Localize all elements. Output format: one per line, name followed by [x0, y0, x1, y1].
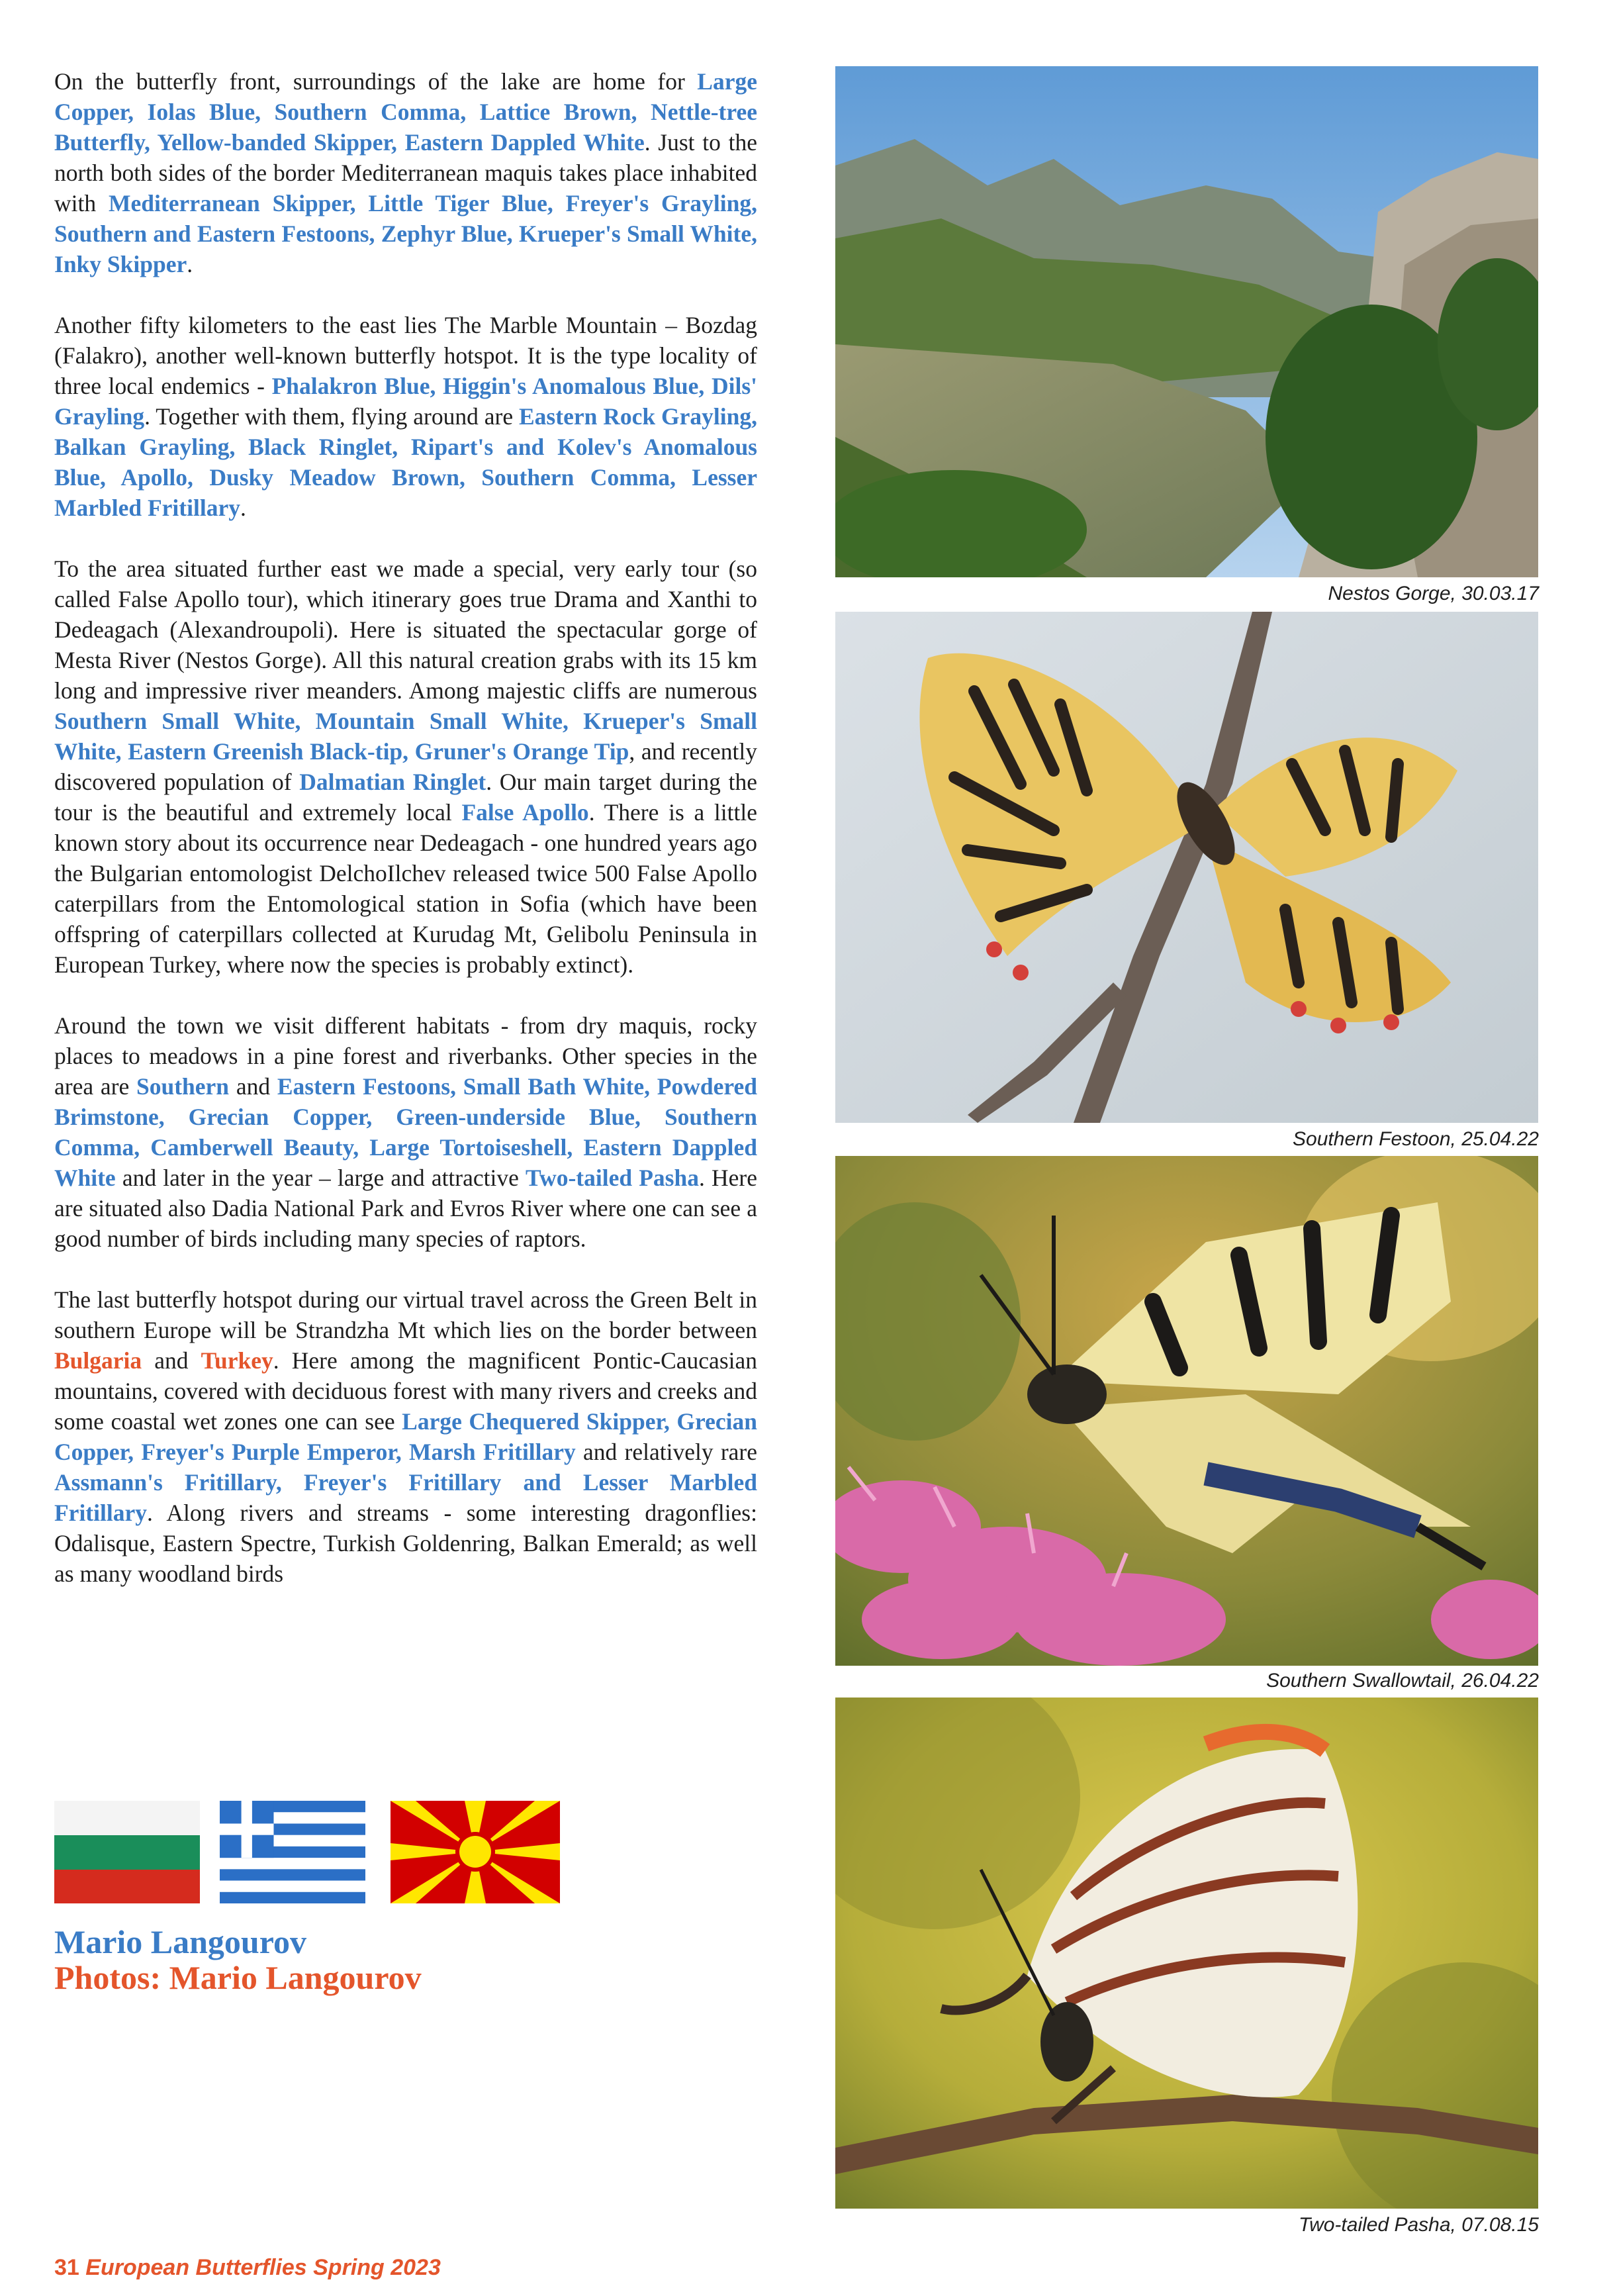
species-names: Southern	[136, 1073, 230, 1100]
body-text: and	[142, 1347, 201, 1374]
page-footer	[54, 2255, 441, 2281]
species-names: Eastern Rock Grayling, Balkan Grayling, Black Ringlet, Ripart's and Kolev's Anomalous Blue, Apollo, Dusky Meadow Brown, Southern Comma, Lesser Marbled Fritillary	[54, 403, 757, 521]
paragraph-5	[54, 1284, 757, 1589]
caption-nestos-gorge: Nestos Gorge, 30.03.17	[1328, 583, 1539, 604]
species-names: Eastern Festoons, Small Bath White, Powdered Brimstone, Grecian Copper, Green-underside Blue, Southern Comma, Camberwell Beauty, Large Tortoiseshell, Eastern Dappled White	[54, 1073, 757, 1191]
author-block	[54, 1924, 422, 1995]
caption-two-tailed-pasha: Two-tailed Pasha, 07.08.15	[1298, 2214, 1539, 2236]
body-text: .	[187, 251, 193, 277]
body-text: . Together with them, flying around are	[144, 403, 519, 430]
author-name: Mario Langourov	[54, 1923, 307, 1960]
species-names: Dalmatian Ringlet	[299, 769, 486, 795]
body-text: .	[240, 495, 246, 521]
species-names: Large Chequered Skipper, Grecian Copper, Freyer's Purple Emperor, Marsh Fritillary	[54, 1408, 757, 1465]
paragraph-1	[54, 66, 757, 279]
species-names: Southern Small White, Mountain Small White, Krueper's Small White, Eastern Greenish Black-tip, Gruner's Orange Tip	[54, 708, 757, 765]
country-flags	[54, 1801, 564, 1907]
bulgaria-flag	[54, 1801, 200, 1903]
paragraph-2	[54, 310, 757, 523]
photo-two-tailed-pasha	[835, 1698, 1538, 2209]
body-text: . Our main target during the tour is the beautiful and extremely local	[54, 769, 757, 826]
body-text: . Here among the magnificent Pontic-Caucasian mountains, covered with deciduous forest with many rivers and creeks and some coastal wet zones one can see	[54, 1347, 758, 1435]
photo-nestos-gorge	[835, 66, 1538, 577]
species-names: Large Copper, Iolas Blue, Southern Comma, Lattice Brown, Nettle-tree Butterfly, Yellow-banded Skipper, Eastern Dappled White	[54, 68, 757, 156]
body-text: and later in the year – large and attractive	[115, 1165, 526, 1191]
publication-name: European Butterflies Spring 2023	[85, 2255, 441, 2280]
body-text: . There is a little known story about its occurrence near Dedeagach - one hundred years ago the Bulgarian entomologist DelchoIlchev released twice 500 False Apollo caterpillars from the Entomological station in Sofia (which have been offspring of caterpillars collected at Kurudag Mt, Gelibolu Peninsula in European Turkey, where now the species is probably extinct).	[54, 799, 757, 978]
species-names: Assmann's Fritillary, Freyer's Fritillary and Lesser Marbled Fritillary	[54, 1469, 757, 1526]
country-name: Bulgaria	[54, 1347, 142, 1374]
article-body	[54, 66, 757, 1619]
body-text: On the butterfly front, surroundings of the lake are home for	[54, 68, 698, 95]
body-text: , and recently discovered population of	[54, 738, 758, 795]
country-name: Turkey	[201, 1347, 273, 1374]
body-text: To the area situated further east we made a special, very early tour (so called False Apollo tour), which itinerary goes true Drama and Xanthi to Dedeagach (Alexandroupoli). Here is situated the spectacular gorge of Mesta River (Nestos Gorge). All this natural creation grabs with its 15 km long and impressive river meanders. Among majestic cliffs are numerous	[54, 555, 757, 704]
body-text: Around the town we visit different habitats - from dry maquis, rocky places to meadows in a pine forest and riverbanks. Other species in the area are	[54, 1012, 757, 1100]
body-text: . Just to the north both sides of the border Mediterranean maquis takes place inhabited with	[54, 129, 757, 216]
body-text: . Along rivers and streams - some interesting dragonflies: Odalisque, Eastern Spectre, Turkish Goldenring, Balkan Emerald; as well as many woodland birds	[54, 1500, 757, 1587]
species-names: Phalakron Blue, Higgin's Anomalous Blue, Dils' Grayling	[54, 373, 757, 430]
species-names: Mediterranean Skipper, Little Tiger Blue, Freyer's Grayling, Southern and Eastern Festoons, Zephyr Blue, Krueper's Small White, Inky Skipper	[54, 190, 757, 277]
paragraph-3	[54, 553, 757, 980]
body-text: and	[229, 1073, 277, 1100]
body-text: Another fifty kilometers to the east lies The Marble Mountain – Bozdag (Falakro), another well-known butterfly hotspot. It is the type locality of three local endemics -	[54, 312, 757, 399]
body-text: The last butterfly hotspot during our virtual travel across the Green Belt in southern Europe will be Strandzha Mt which lies on the border between	[54, 1286, 757, 1343]
page-number: 31	[54, 2255, 79, 2280]
body-text: . Here are situated also Dadia National Park and Evros River where one can see a good number of birds including many species of raptors.	[54, 1165, 757, 1252]
greece-flag	[220, 1801, 365, 1903]
species-names: False Apollo	[461, 799, 589, 826]
caption-southern-swallowtail: Southern Swallowtail, 26.04.22	[1266, 1670, 1539, 1692]
paragraph-4	[54, 1010, 757, 1254]
body-text: and relatively rare	[575, 1439, 757, 1465]
photo-southern-festoon	[835, 612, 1538, 1123]
photo-southern-swallowtail	[835, 1156, 1538, 1666]
photo-credit: Photos: Mario Langourov	[54, 1959, 422, 1996]
caption-southern-festoon: Southern Festoon, 25.04.22	[1293, 1128, 1539, 1150]
north-macedonia-flag	[391, 1801, 560, 1903]
species-names: Two-tailed Pasha	[526, 1165, 699, 1191]
